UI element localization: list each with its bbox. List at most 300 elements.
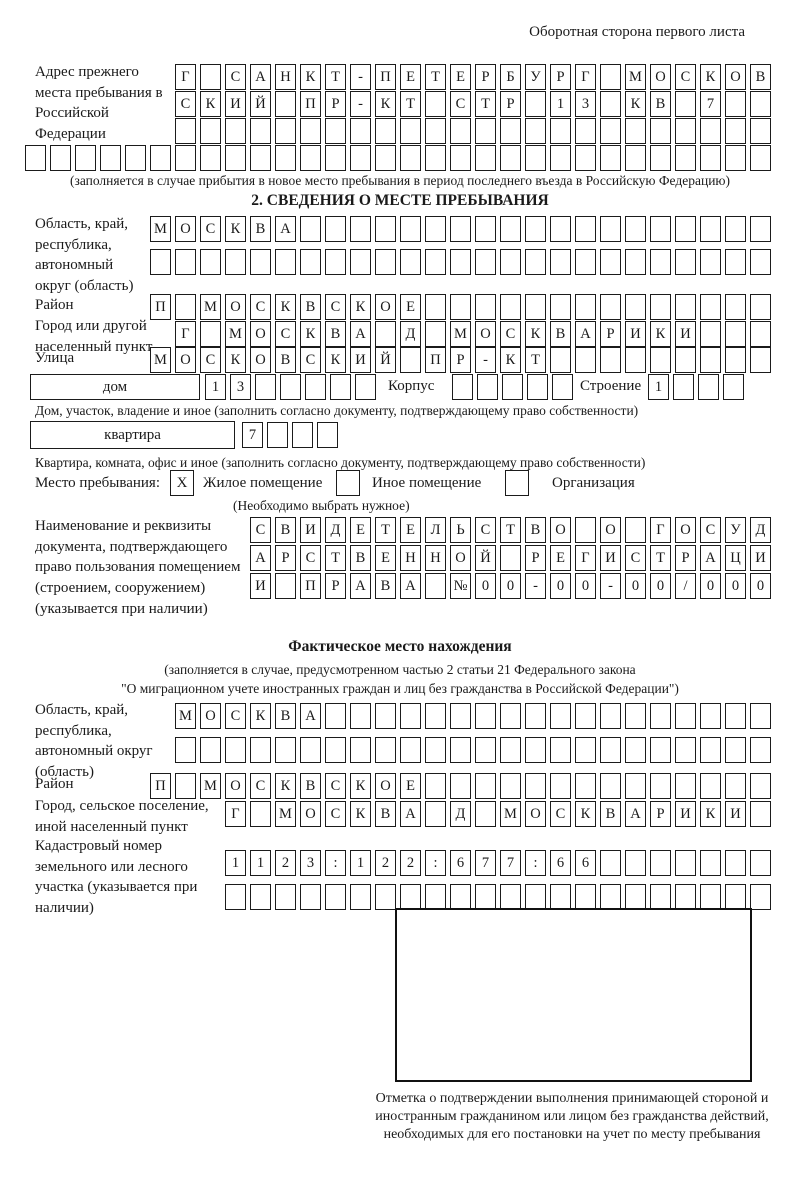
form-cell[interactable]: [550, 884, 571, 910]
form-cell[interactable]: М: [450, 321, 471, 347]
form-cell[interactable]: [675, 91, 696, 117]
form-cell[interactable]: В: [650, 91, 671, 117]
form-cell[interactable]: 6: [550, 850, 571, 876]
form-cell[interactable]: Р: [650, 801, 671, 827]
form-cell[interactable]: К: [275, 294, 296, 320]
form-cell[interactable]: В: [525, 517, 546, 543]
form-cell[interactable]: С: [200, 216, 221, 242]
form-cell[interactable]: О: [600, 517, 621, 543]
form-cell[interactable]: [750, 145, 771, 171]
form-cell[interactable]: М: [150, 347, 171, 373]
form-cell[interactable]: [600, 64, 621, 90]
form-cell[interactable]: Й: [475, 545, 496, 571]
form-cell[interactable]: [475, 884, 496, 910]
form-cell[interactable]: [425, 145, 446, 171]
form-cell[interactable]: 0: [750, 573, 771, 599]
form-cell[interactable]: :: [525, 850, 546, 876]
form-cell[interactable]: О: [375, 773, 396, 799]
form-cell[interactable]: Т: [325, 545, 346, 571]
form-cell[interactable]: О: [550, 517, 571, 543]
form-cell[interactable]: [575, 773, 596, 799]
form-cell[interactable]: 0: [625, 573, 646, 599]
form-cell[interactable]: [650, 294, 671, 320]
form-cell[interactable]: В: [300, 773, 321, 799]
form-cell[interactable]: М: [175, 703, 196, 729]
form-cell[interactable]: С: [175, 91, 196, 117]
form-cell[interactable]: [425, 801, 446, 827]
form-cell[interactable]: [700, 703, 721, 729]
form-cell[interactable]: [325, 737, 346, 763]
form-cell[interactable]: [500, 737, 521, 763]
form-cell[interactable]: М: [225, 321, 246, 347]
form-cell[interactable]: [475, 773, 496, 799]
form-cell[interactable]: 0: [475, 573, 496, 599]
form-cell[interactable]: Б: [500, 64, 521, 90]
form-cell[interactable]: [625, 703, 646, 729]
form-cell[interactable]: [750, 294, 771, 320]
form-cell[interactable]: Р: [675, 545, 696, 571]
form-cell[interactable]: [450, 773, 471, 799]
form-cell[interactable]: [625, 850, 646, 876]
form-cell[interactable]: [700, 216, 721, 242]
form-cell[interactable]: [575, 294, 596, 320]
form-cell[interactable]: [525, 118, 546, 144]
form-cell[interactable]: [675, 703, 696, 729]
form-cell[interactable]: У: [725, 517, 746, 543]
form-cell[interactable]: [375, 216, 396, 242]
form-cell[interactable]: П: [425, 347, 446, 373]
form-cell[interactable]: 6: [450, 850, 471, 876]
form-cell[interactable]: [325, 884, 346, 910]
form-cell[interactable]: [698, 374, 719, 400]
form-cell[interactable]: [425, 249, 446, 275]
form-cell[interactable]: [723, 374, 744, 400]
form-cell[interactable]: О: [175, 216, 196, 242]
form-cell[interactable]: [625, 517, 646, 543]
form-cell[interactable]: [275, 249, 296, 275]
form-cell[interactable]: [725, 249, 746, 275]
form-cell[interactable]: [600, 703, 621, 729]
form-cell[interactable]: К: [275, 773, 296, 799]
form-cell[interactable]: О: [525, 801, 546, 827]
form-cell[interactable]: [425, 118, 446, 144]
form-cell[interactable]: А: [250, 545, 271, 571]
form-cell[interactable]: [625, 145, 646, 171]
form-cell[interactable]: Т: [375, 517, 396, 543]
form-cell[interactable]: А: [625, 801, 646, 827]
form-cell[interactable]: 7: [242, 422, 263, 448]
form-cell[interactable]: [400, 118, 421, 144]
form-cell[interactable]: [650, 249, 671, 275]
form-cell[interactable]: [200, 321, 221, 347]
form-cell[interactable]: [400, 249, 421, 275]
form-cell[interactable]: [725, 91, 746, 117]
form-cell[interactable]: [725, 737, 746, 763]
form-cell[interactable]: [400, 347, 421, 373]
form-cell[interactable]: Т: [525, 347, 546, 373]
form-cell[interactable]: [725, 347, 746, 373]
form-cell[interactable]: [552, 374, 573, 400]
form-cell[interactable]: [355, 374, 376, 400]
form-cell[interactable]: [525, 216, 546, 242]
form-cell[interactable]: [275, 91, 296, 117]
form-cell[interactable]: [725, 850, 746, 876]
form-cell[interactable]: [475, 294, 496, 320]
form-cell[interactable]: М: [625, 64, 646, 90]
form-cell[interactable]: [330, 374, 351, 400]
form-cell[interactable]: В: [250, 216, 271, 242]
form-cell[interactable]: К: [350, 294, 371, 320]
form-cell[interactable]: [725, 145, 746, 171]
form-cell[interactable]: [673, 374, 694, 400]
form-cell[interactable]: [750, 249, 771, 275]
form-cell[interactable]: У: [525, 64, 546, 90]
form-cell[interactable]: [675, 216, 696, 242]
form-cell[interactable]: [550, 118, 571, 144]
form-cell[interactable]: В: [275, 703, 296, 729]
form-cell[interactable]: [700, 321, 721, 347]
form-cell[interactable]: Ь: [450, 517, 471, 543]
form-cell[interactable]: С: [675, 64, 696, 90]
form-cell[interactable]: [150, 249, 171, 275]
form-cell[interactable]: Т: [425, 64, 446, 90]
form-cell[interactable]: [750, 321, 771, 347]
form-cell[interactable]: [525, 703, 546, 729]
form-cell[interactable]: А: [700, 545, 721, 571]
form-cell[interactable]: И: [625, 321, 646, 347]
form-cell[interactable]: [300, 216, 321, 242]
form-cell[interactable]: [175, 118, 196, 144]
form-cell[interactable]: [550, 773, 571, 799]
form-cell[interactable]: [375, 703, 396, 729]
form-cell[interactable]: [375, 118, 396, 144]
form-cell[interactable]: 0: [550, 573, 571, 599]
form-cell[interactable]: [175, 145, 196, 171]
form-cell[interactable]: [350, 216, 371, 242]
form-cell[interactable]: [575, 737, 596, 763]
form-cell[interactable]: С: [325, 294, 346, 320]
form-cell[interactable]: [550, 249, 571, 275]
form-cell[interactable]: Ц: [725, 545, 746, 571]
form-cell[interactable]: Е: [400, 294, 421, 320]
form-cell[interactable]: А: [300, 703, 321, 729]
form-cell[interactable]: [425, 703, 446, 729]
form-cell[interactable]: [450, 884, 471, 910]
form-cell[interactable]: К: [525, 321, 546, 347]
form-cell[interactable]: О: [250, 321, 271, 347]
form-cell[interactable]: К: [200, 91, 221, 117]
form-cell[interactable]: [375, 737, 396, 763]
form-cell[interactable]: Н: [275, 64, 296, 90]
form-cell[interactable]: В: [350, 545, 371, 571]
form-cell[interactable]: Т: [500, 517, 521, 543]
form-cell[interactable]: С: [250, 517, 271, 543]
form-cell[interactable]: [475, 249, 496, 275]
form-cell[interactable]: [275, 737, 296, 763]
form-cell[interactable]: Г: [575, 545, 596, 571]
form-cell[interactable]: [650, 703, 671, 729]
form-cell[interactable]: [250, 801, 271, 827]
form-cell[interactable]: [305, 374, 326, 400]
form-cell[interactable]: О: [300, 801, 321, 827]
form-cell[interactable]: :: [325, 850, 346, 876]
form-cell[interactable]: [600, 145, 621, 171]
form-cell[interactable]: №: [450, 573, 471, 599]
form-cell[interactable]: [317, 422, 338, 448]
form-cell[interactable]: И: [350, 347, 371, 373]
form-cell[interactable]: [575, 703, 596, 729]
form-cell[interactable]: Л: [425, 517, 446, 543]
form-cell[interactable]: [275, 145, 296, 171]
form-cell[interactable]: Р: [525, 545, 546, 571]
form-cell[interactable]: [575, 249, 596, 275]
form-cell[interactable]: [400, 216, 421, 242]
form-cell[interactable]: [400, 145, 421, 171]
form-cell[interactable]: С: [250, 294, 271, 320]
form-cell[interactable]: 1: [550, 91, 571, 117]
form-cell[interactable]: [750, 737, 771, 763]
form-cell[interactable]: О: [475, 321, 496, 347]
form-cell[interactable]: 0: [575, 573, 596, 599]
form-cell[interactable]: 1: [225, 850, 246, 876]
form-cell[interactable]: [650, 118, 671, 144]
form-cell[interactable]: К: [225, 216, 246, 242]
form-cell[interactable]: [525, 773, 546, 799]
form-cell[interactable]: [450, 249, 471, 275]
house-type-box[interactable]: [30, 374, 200, 400]
form-cell[interactable]: Е: [450, 64, 471, 90]
form-cell[interactable]: [550, 216, 571, 242]
form-cell[interactable]: [225, 118, 246, 144]
other-premises-checkbox[interactable]: [336, 470, 360, 496]
form-cell[interactable]: М: [150, 216, 171, 242]
form-cell[interactable]: [175, 294, 196, 320]
form-cell[interactable]: О: [225, 294, 246, 320]
form-cell[interactable]: К: [225, 347, 246, 373]
form-cell[interactable]: 7: [500, 850, 521, 876]
form-cell[interactable]: [575, 347, 596, 373]
form-cell[interactable]: К: [375, 91, 396, 117]
form-cell[interactable]: [625, 773, 646, 799]
form-cell[interactable]: [450, 703, 471, 729]
form-cell[interactable]: Е: [550, 545, 571, 571]
form-cell[interactable]: И: [300, 517, 321, 543]
form-cell[interactable]: [200, 118, 221, 144]
form-cell[interactable]: [425, 91, 446, 117]
form-cell[interactable]: 1: [648, 374, 669, 400]
form-cell[interactable]: [425, 216, 446, 242]
form-cell[interactable]: 7: [700, 91, 721, 117]
form-cell[interactable]: К: [575, 801, 596, 827]
form-cell[interactable]: [450, 145, 471, 171]
form-cell[interactable]: К: [300, 64, 321, 90]
form-cell[interactable]: Е: [350, 517, 371, 543]
form-cell[interactable]: [625, 294, 646, 320]
form-cell[interactable]: [225, 884, 246, 910]
form-cell[interactable]: [575, 145, 596, 171]
form-cell[interactable]: М: [275, 801, 296, 827]
form-cell[interactable]: Р: [275, 545, 296, 571]
form-cell[interactable]: [300, 737, 321, 763]
form-cell[interactable]: П: [300, 573, 321, 599]
form-cell[interactable]: [725, 118, 746, 144]
form-cell[interactable]: [750, 91, 771, 117]
form-cell[interactable]: [425, 737, 446, 763]
form-cell[interactable]: С: [225, 64, 246, 90]
form-cell[interactable]: С: [325, 773, 346, 799]
form-cell[interactable]: [450, 118, 471, 144]
form-cell[interactable]: Г: [175, 321, 196, 347]
form-cell[interactable]: [50, 145, 71, 171]
form-cell[interactable]: [325, 118, 346, 144]
form-cell[interactable]: И: [725, 801, 746, 827]
form-cell[interactable]: [350, 249, 371, 275]
form-cell[interactable]: [527, 374, 548, 400]
form-cell[interactable]: [475, 145, 496, 171]
form-cell[interactable]: [625, 347, 646, 373]
form-cell[interactable]: [275, 118, 296, 144]
form-cell[interactable]: [200, 145, 221, 171]
form-cell[interactable]: 2: [275, 850, 296, 876]
form-cell[interactable]: М: [500, 801, 521, 827]
form-cell[interactable]: [650, 884, 671, 910]
form-cell[interactable]: [750, 801, 771, 827]
form-cell[interactable]: М: [200, 773, 221, 799]
form-cell[interactable]: [500, 703, 521, 729]
form-cell[interactable]: [575, 118, 596, 144]
form-cell[interactable]: [250, 118, 271, 144]
form-cell[interactable]: С: [225, 703, 246, 729]
form-cell[interactable]: [200, 249, 221, 275]
form-cell[interactable]: [600, 249, 621, 275]
form-cell[interactable]: [550, 145, 571, 171]
form-cell[interactable]: [750, 118, 771, 144]
form-cell[interactable]: А: [250, 64, 271, 90]
form-cell[interactable]: Е: [400, 64, 421, 90]
form-cell[interactable]: [675, 850, 696, 876]
form-cell[interactable]: И: [600, 545, 621, 571]
form-cell[interactable]: [255, 374, 276, 400]
form-cell[interactable]: [250, 884, 271, 910]
form-cell[interactable]: [725, 294, 746, 320]
form-cell[interactable]: [225, 737, 246, 763]
form-cell[interactable]: Е: [375, 545, 396, 571]
form-cell[interactable]: [650, 773, 671, 799]
form-cell[interactable]: [725, 216, 746, 242]
form-cell[interactable]: О: [675, 517, 696, 543]
form-cell[interactable]: А: [275, 216, 296, 242]
form-cell[interactable]: [475, 703, 496, 729]
form-cell[interactable]: В: [750, 64, 771, 90]
form-cell[interactable]: П: [150, 294, 171, 320]
form-cell[interactable]: Й: [250, 91, 271, 117]
form-cell[interactable]: [750, 347, 771, 373]
form-cell[interactable]: Р: [325, 91, 346, 117]
form-cell[interactable]: А: [400, 573, 421, 599]
form-cell[interactable]: [500, 545, 521, 571]
form-cell[interactable]: [350, 703, 371, 729]
form-cell[interactable]: [425, 773, 446, 799]
form-cell[interactable]: С: [300, 347, 321, 373]
form-cell[interactable]: [175, 737, 196, 763]
form-cell[interactable]: Р: [600, 321, 621, 347]
form-cell[interactable]: [625, 216, 646, 242]
form-cell[interactable]: [250, 737, 271, 763]
form-cell[interactable]: [350, 118, 371, 144]
form-cell[interactable]: [575, 884, 596, 910]
form-cell[interactable]: [600, 737, 621, 763]
form-cell[interactable]: [350, 884, 371, 910]
form-cell[interactable]: Р: [500, 91, 521, 117]
form-cell[interactable]: С: [450, 91, 471, 117]
form-cell[interactable]: [675, 737, 696, 763]
form-cell[interactable]: [280, 374, 301, 400]
form-cell[interactable]: 1: [350, 850, 371, 876]
form-cell[interactable]: [525, 249, 546, 275]
form-cell[interactable]: С: [700, 517, 721, 543]
form-cell[interactable]: [600, 347, 621, 373]
form-cell[interactable]: [525, 737, 546, 763]
form-cell[interactable]: -: [350, 91, 371, 117]
form-cell[interactable]: [350, 145, 371, 171]
form-cell[interactable]: Д: [325, 517, 346, 543]
form-cell[interactable]: [750, 850, 771, 876]
form-cell[interactable]: С: [500, 321, 521, 347]
form-cell[interactable]: [500, 773, 521, 799]
form-cell[interactable]: М: [200, 294, 221, 320]
form-cell[interactable]: О: [725, 64, 746, 90]
form-cell[interactable]: Р: [450, 347, 471, 373]
form-cell[interactable]: О: [225, 773, 246, 799]
form-cell[interactable]: Т: [325, 64, 346, 90]
form-cell[interactable]: [700, 347, 721, 373]
form-cell[interactable]: [375, 249, 396, 275]
form-cell[interactable]: [350, 737, 371, 763]
form-cell[interactable]: С: [300, 545, 321, 571]
form-cell[interactable]: С: [625, 545, 646, 571]
form-cell[interactable]: 3: [300, 850, 321, 876]
form-cell[interactable]: С: [200, 347, 221, 373]
form-cell[interactable]: Р: [475, 64, 496, 90]
form-cell[interactable]: -: [350, 64, 371, 90]
form-cell[interactable]: [375, 884, 396, 910]
form-cell[interactable]: [450, 294, 471, 320]
form-cell[interactable]: [600, 884, 621, 910]
form-cell[interactable]: [452, 374, 473, 400]
form-cell[interactable]: О: [650, 64, 671, 90]
form-cell[interactable]: [525, 294, 546, 320]
form-cell[interactable]: С: [475, 517, 496, 543]
form-cell[interactable]: Д: [450, 801, 471, 827]
form-cell[interactable]: [650, 850, 671, 876]
form-cell[interactable]: [725, 703, 746, 729]
form-cell[interactable]: /: [675, 573, 696, 599]
form-cell[interactable]: [425, 294, 446, 320]
form-cell[interactable]: А: [575, 321, 596, 347]
form-cell[interactable]: Р: [325, 573, 346, 599]
residential-premises-checkbox[interactable]: X: [170, 470, 194, 496]
form-cell[interactable]: К: [500, 347, 521, 373]
form-cell[interactable]: И: [675, 321, 696, 347]
form-cell[interactable]: [325, 216, 346, 242]
form-cell[interactable]: В: [375, 801, 396, 827]
form-cell[interactable]: [125, 145, 146, 171]
form-cell[interactable]: [475, 216, 496, 242]
form-cell[interactable]: [425, 573, 446, 599]
form-cell[interactable]: Д: [750, 517, 771, 543]
form-cell[interactable]: 2: [400, 850, 421, 876]
form-cell[interactable]: К: [625, 91, 646, 117]
